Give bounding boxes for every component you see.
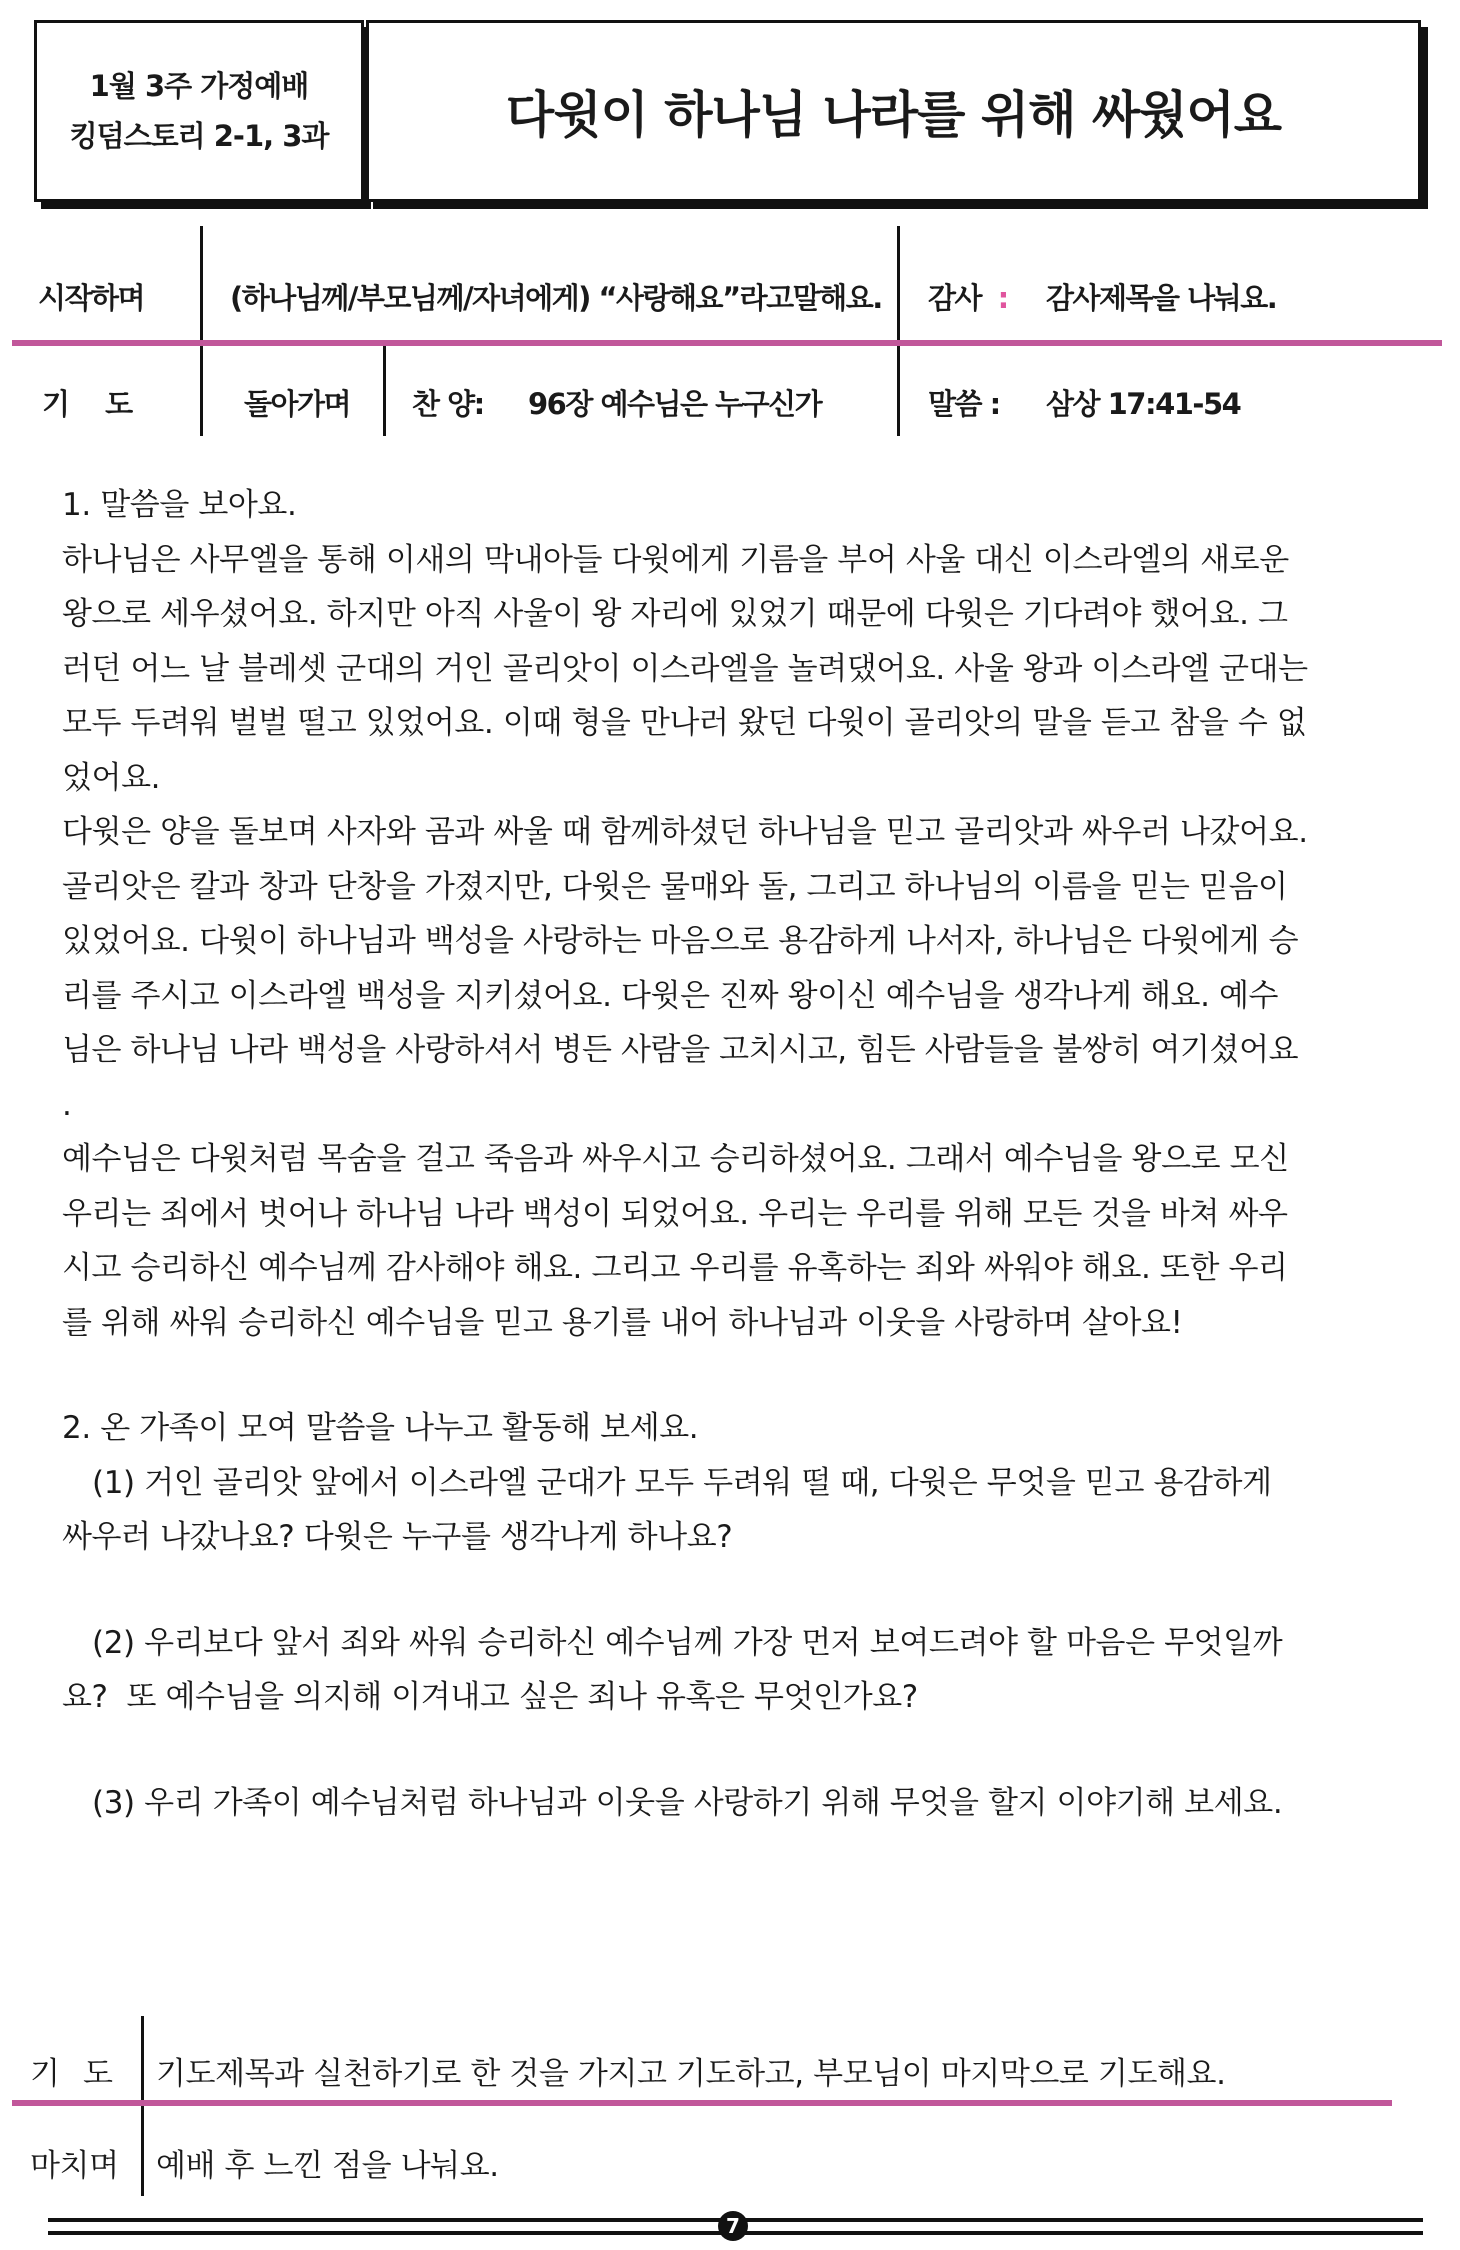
week-label: 1월 3주 가정예배	[89, 69, 309, 103]
table-divider-v3	[897, 226, 900, 436]
thanks-colon: :	[997, 281, 1008, 315]
question-2	[62, 1616, 1412, 1725]
paragraph-1	[62, 533, 1412, 806]
prayer-value: 돌아가며	[244, 387, 351, 421]
body-content	[62, 478, 1412, 1830]
start-label: 시작하며	[38, 281, 145, 315]
table-row-divider	[12, 340, 1442, 346]
text-line: 있었어요. 다윗이 하나님과 백성을 사랑하는 마음으로 용감하게 나서자, 하나님은 다윗에게 승	[62, 923, 1299, 959]
closing-text: 예배 후 느낀 점을 나눠요.	[156, 2148, 499, 2184]
section1-heading: 1. 말씀을 보아요.	[62, 487, 297, 523]
question-line: (1) 거인 골리앗 앞에서 이스라엘 군대가 모두 두려워 떨 때, 다윗은 무엇을 믿고 용감하게	[92, 1464, 1272, 1501]
thanks-value: 감사제목을 나눠요.	[1046, 281, 1277, 315]
spacer	[62, 1565, 1412, 1616]
table-divider-v1	[200, 226, 203, 436]
text-line: 하나님은 사무엘을 통해 이새의 막내아들 다윗에게 기름을 부어 사울 대신 이스라엘의 새로운	[62, 541, 1289, 578]
page-title: 다윗이 하나님 나라를 위해 싸웠어요	[505, 86, 1282, 144]
section2-heading: 2. 온 가족이 모여 말씀을 나누고 활동해 보세요.	[62, 1410, 699, 1446]
text-line: 예수님은 다윗처럼 목숨을 걸고 죽음과 싸우시고 승리하셨어요. 그래서 예수님을 왕으로 모신	[62, 1141, 1289, 1177]
question-line: 싸우러 나갔나요? 다윗은 누구를 생각나게 하나요?	[62, 1519, 733, 1555]
question-line: 요? 또 예수님을 의지해 이겨내고 싶은 죄나 유혹은 무엇인가요?	[62, 1679, 918, 1715]
paragraph-2	[62, 805, 1412, 1132]
text-line: 님은 하나님 나라 백성을 사랑하셔서 병든 사람을 고치시고, 힘든 사람들을 불쌍히 여기셨어요	[62, 1032, 1299, 1068]
lesson-label: 킹덤스토리 2-1, 3과	[69, 119, 329, 153]
text-line: 리를 주시고 이스라엘 백성을 지키셨어요. 다윗은 진짜 왕이신 예수님을 생각나게 해요. 예수	[62, 977, 1279, 1014]
thanks-label-text: 감사	[928, 281, 982, 315]
text-line: 왕으로 세우셨어요. 하지만 아직 사울이 왕 자리에 있었기 때문에 다윗은 기다려야 했어요. 그	[62, 596, 1288, 632]
page-number: 7	[718, 2211, 748, 2241]
text-line: 시고 승리하신 예수님께 감사해야 해요. 그리고 우리를 유혹하는 죄와 싸워야 해요. 또한 우리	[62, 1250, 1288, 1286]
table-divider-v2	[383, 344, 386, 436]
word-value: 삼상 17:41-54	[1046, 387, 1241, 421]
question-line: (2) 우리보다 앞서 죄와 싸워 승리하신 예수님께 가장 먼저 보여드려야 할 마음은 무엇일까	[92, 1624, 1283, 1661]
hymn-label: 찬 양:	[412, 387, 484, 421]
text-line: 러던 어느 날 블레셋 군대의 거인 골리앗이 이스라엘을 놀려댔어요. 사울 왕과 이스라엘 군대는	[62, 650, 1308, 687]
title-box	[366, 20, 1421, 202]
text-line: 었어요.	[62, 759, 161, 796]
text-line: 골리앗은 칼과 창과 단창을 가졌지만, 다윗은 물매와 돌, 그리고 하나님의 이름을 믿는 믿음이	[62, 868, 1288, 905]
text-line: 를 위해 싸워 승리하신 예수님을 믿고 용기를 내어 하나님과 이웃을 사랑하며 살아요!	[62, 1304, 1183, 1341]
prayer-label: 기 도	[42, 387, 132, 421]
text-line: 모두 두려워 벌벌 떨고 있었어요. 이때 형을 만나러 왔던 다윗이 골리앗의 말을 듣고 참을 수 없	[62, 705, 1307, 741]
start-content: (하나님께/부모님께/자녀에게) “사랑해요”라고말해요.	[230, 281, 882, 315]
word-label: 말씀 :	[928, 387, 1000, 421]
question-3	[62, 1776, 1412, 1831]
text-line: 우리는 죄에서 벗어나 하나님 나라 백성이 되었어요. 우리는 우리를 위해 모든 것을 바쳐 싸우	[62, 1195, 1288, 1232]
closing-label: 마치며	[30, 2148, 119, 2184]
closing-prayer-label: 기 도	[30, 2056, 113, 2092]
thanks-label	[928, 276, 1008, 317]
paragraph-3	[62, 1132, 1412, 1350]
week-info-box	[34, 20, 364, 202]
text-line: .	[62, 1086, 72, 1123]
question-1	[62, 1456, 1412, 1565]
spacer	[62, 1350, 1412, 1401]
text-line: 다윗은 양을 돌보며 사자와 곰과 싸울 때 함께하셨던 하나님을 믿고 골리앗과 싸우러 나갔어요.	[62, 814, 1308, 850]
question-line: (3) 우리 가족이 예수님처럼 하나님과 이웃을 사랑하기 위해 무엇을 할지 이야기해 보세요.	[92, 1784, 1283, 1821]
hymn-value: 96장 예수님은 누구신가	[528, 387, 822, 421]
closing-prayer-text: 기도제목과 실천하기로 한 것을 가지고 기도하고, 부모님이 마지막으로 기도해요.	[156, 2056, 1226, 2092]
closing-divider-v	[141, 2016, 144, 2196]
closing-row-divider	[12, 2100, 1392, 2106]
spacer	[62, 1725, 1412, 1776]
